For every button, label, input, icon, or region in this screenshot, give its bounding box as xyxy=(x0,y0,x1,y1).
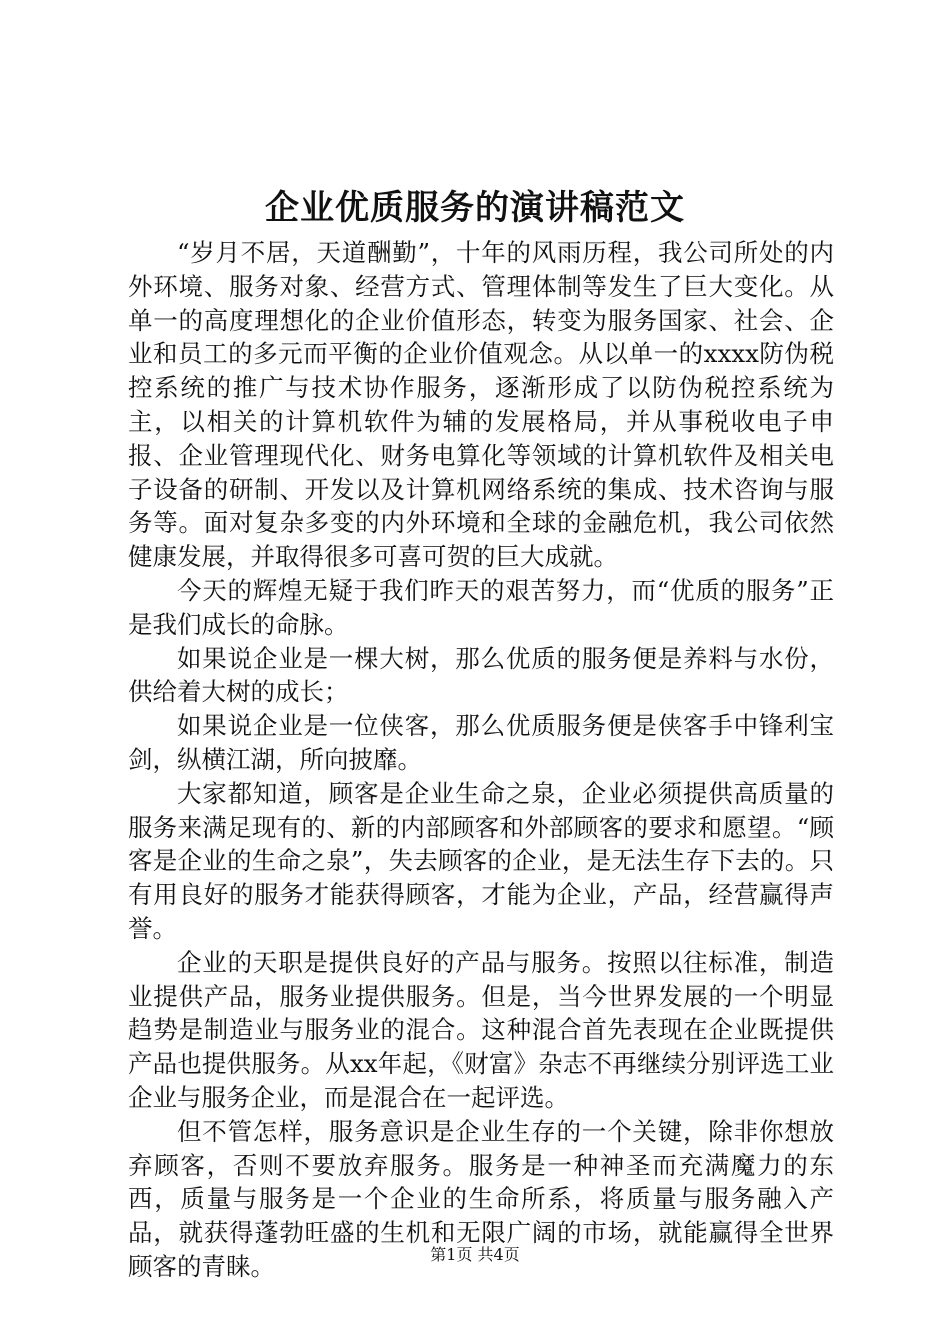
document-title: 企业优质服务的演讲稿范文 xyxy=(265,188,685,228)
paragraph: 大家都知道，顾客是企业生命之泉，企业必须提供高质量的服务来满足现有的、新的内部顾客和外部顾客的要求和愿望。“顾客是企业的生命之泉”，失去顾客的企业，是无法生存下去的。只有用良好的服务才能获得顾客，才能为企业，产品，经营赢得声誉。 xyxy=(128,778,834,943)
paragraph: 企业的天职是提供良好的产品与服务。按照以往标准，制造业提供产品，服务业提供服务。但是，当今世界发展的一个明显趋势是制造业与服务业的混合。这种混合首先表现在企业既提供产品也提供服务。从xx年起，《财富》杂志不再继续分别评选工业企业与服务企业，而是混合在一起评选。 xyxy=(128,947,834,1112)
paragraph: 今天的辉煌无疑于我们昨天的艰苦努力，而“优质的服务”正是我们成长的命脉。 xyxy=(128,575,834,639)
paragraph: 但不管怎样，服务意识是企业生存的一个关键，除非你想放弃顾客，否则不要放弃服务。服务是一种神圣而充满魔力的东西，质量与服务是一个企业的生命所系，将质量与服务融入产品，就获得蓬勃旺盛的生机和无限广阔的市场，就能赢得全世界顾客的青睐。 xyxy=(128,1116,834,1281)
paragraph: 如果说企业是一棵大树，那么优质的服务便是养料与水份，供给着大树的成长； xyxy=(128,643,834,707)
page-footer: 第1页 共4页 xyxy=(430,1245,520,1264)
paragraph: 如果说企业是一位侠客，那么优质服务便是侠客手中锋利宝剑，纵横江湖，所向披靡。 xyxy=(128,711,834,774)
paragraph: “岁月不居，天道酬勤”，十年的风雨历程，我公司所处的内外环境、服务对象、经营方式、管理体制等发生了巨大变化。从单一的高度理想化的企业价值形态，转变为服务国家、社会、企业和员工的多元而平衡的企业价值观念。从以单一的xxxx防伪税控系统的推广与技术协作服务，逐渐形成了以防伪税控系统为主，以相关的计算机软件为辅的发展格局，并从事税收电子申报、企业管理现代化、财务电算化等领域的计算机软件及相关电子设备的研制、开发以及计算机网络系统的集成、技术咨询与服务等。面对复杂多变的内外环境和全球的金融危机，我公司依然健康发展，并取得很多可喜可贺的巨大成就。 xyxy=(128,238,834,572)
document-body xyxy=(128,236,834,1284)
